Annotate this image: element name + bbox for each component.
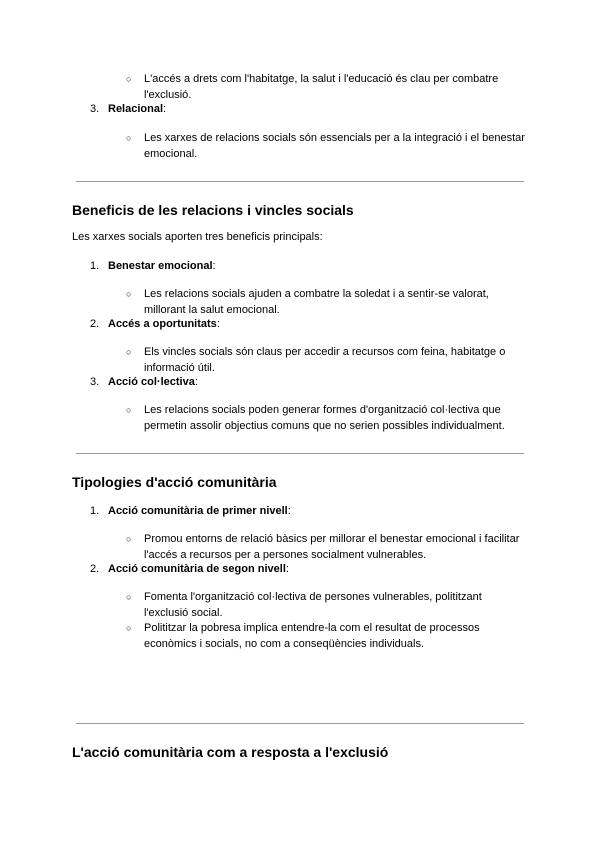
bullet-icon: ○ <box>126 405 132 415</box>
bullet-icon: ○ <box>126 347 132 357</box>
bullet-icon: ○ <box>126 289 132 299</box>
list-item-label: Benestar emocional: <box>108 260 216 272</box>
section-heading: Beneficis de les relacions i vincles socials <box>72 202 354 218</box>
list-bullet-text: Els vincles socials són claus per accedir a recursos com feina, habitatge o informació útil. <box>144 346 506 374</box>
list-number: 3. <box>90 376 100 388</box>
divider <box>76 181 524 182</box>
list-item-label: Acció comunitària de segon nivell: <box>108 563 289 575</box>
list-number: 1. <box>90 505 100 517</box>
list-bullet-text: Les xarxes de relacions socials són essencials per a la integració i el benestar emocional. <box>144 132 525 160</box>
list-item-label: Acció comunitària de primer nivell: <box>108 505 291 517</box>
list-item-label: Accés a oportunitats: <box>108 318 220 330</box>
list-bullet-text: L'accés a drets com l'habitatge, la salut i l'educació és clau per combatre l'exclusió. <box>144 73 499 101</box>
section-heading: L'acció comunitària com a resposta a l'exclusió <box>72 744 389 760</box>
list-bullet-text: Les relacions socials ajuden a combatre la soledat i a sentir-se valorat, millorant la salut emocional. <box>144 288 489 316</box>
section-intro: Les xarxes socials aporten tres beneficis principals: <box>72 231 323 243</box>
bullet-icon: ○ <box>126 623 132 633</box>
bullet-icon: ○ <box>126 534 132 544</box>
list-bullet-text: Fomenta l'organització col·lectiva de persones vulnerables, polititzant l'exclusió social. <box>144 591 482 619</box>
list-bullet-text: Les relacions socials poden generar formes d'organització col·lectiva que permetin assolir objectius comuns que no serien possibles individualment. <box>144 404 505 432</box>
list-number: 3. <box>90 103 100 115</box>
list-item-label: Acció col·lectiva: <box>108 376 198 388</box>
list-bullet-text: Polititzar la pobresa implica entendre-la com el resultat de processos econòmics i socials, no com a conseqüències individuals. <box>144 622 480 650</box>
divider <box>76 723 524 724</box>
bullet-icon: ○ <box>126 74 132 84</box>
list-bullet-text: Promou entorns de relació bàsics per millorar el benestar emocional i facilitar l'accés a recursos per a persones socialment vulnerables. <box>144 533 520 561</box>
bullet-icon: ○ <box>126 133 132 143</box>
list-item-label: Relacional: <box>108 103 167 115</box>
list-number: 2. <box>90 563 100 575</box>
bullet-icon: ○ <box>126 592 132 602</box>
list-number: 1. <box>90 260 100 272</box>
list-number: 2. <box>90 318 100 330</box>
divider <box>76 453 524 454</box>
section-heading: Tipologies d'acció comunitària <box>72 474 277 490</box>
